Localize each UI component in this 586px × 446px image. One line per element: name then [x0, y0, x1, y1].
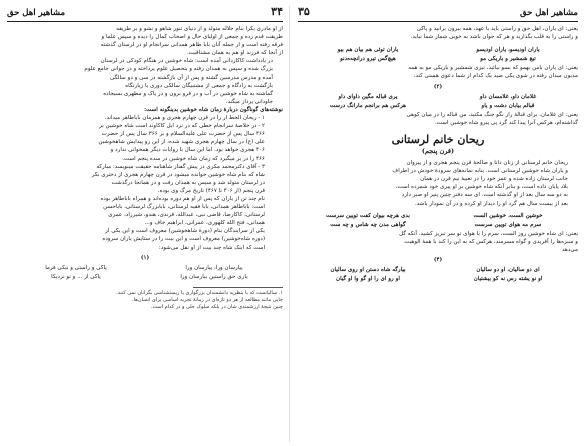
footnote-divider: [193, 287, 283, 288]
verse-hemistich: سرم مه هوای تویین سرست: [474, 221, 542, 228]
left-running-head: [7, 0, 283, 22]
note-line: یکی از سرایندگان بنام (دورهٔ شاهخوشین) معروف است و این یکی از: [105, 228, 265, 235]
verse-hemistich: تیغ شمشیر و باریکی مو: [480, 56, 536, 63]
verse-hemistich: پیارسان ورا، پیارسان ورا: [185, 264, 243, 271]
note-line: است: باباطاهر همدانی، بابا فقیه لرستانی، بابابزرگ لرستانی، باباحسن: [103, 204, 265, 211]
verse-hemistich: یاران اودیسو، یاران اودیسو: [476, 47, 540, 54]
verse-couplet: [298, 55, 578, 63]
text-line: بازگشت به زادگاه و جمعی از مشتبیگان سالکی دوری یا زیارتگاه: [125, 82, 273, 89]
note-line: نام چند تن از یاران که پس از او هم دوره بوده‌اند و همراه باباطاهر بوده: [100, 195, 265, 202]
verse-hemistich: یاری حق راستین بیارسان ورا: [180, 273, 248, 280]
footnote: [7, 290, 283, 311]
right-running-title: مشاهیر اهل حق: [519, 8, 578, 18]
section-paragraph: [298, 159, 578, 208]
note-line: ۴۶۶ را در بر میگیرد که زمان شاه خوشین در سده پنجم است.: [122, 155, 265, 162]
text-line: جانب لرستان زاده شده و عمر خود را در تعبیهٔ نیم قرن در همان: [420, 176, 568, 183]
text-line: و سبزه‌ها را آفریدی و گواه مسرمند، هرکس که به این را کند با همهٔ الوهیت: [404, 238, 578, 245]
verse-hemistich: پاکی و راستی و نیکی فرما: [45, 264, 107, 271]
footnote-line: چنین نتیجهٔ ارزشمندی شان در بلکه سلوک جلی و در کدام است.: [150, 303, 283, 310]
text-line: یعنی: ای غلامان، برای قبالهٔ راز نگو جنگ مکنید، من قباله را در میان کوهی: [406, 111, 578, 118]
text-line: از آنجا که فرزند او هم به همان مشتاقیت.: [186, 50, 283, 57]
text-line: جاودانی پرداز میگند.: [225, 98, 273, 105]
verse-couplet: [7, 264, 283, 272]
verse-hemistich: هیچ‌گس تیرو درانچه‌ه‌دنو: [340, 56, 396, 63]
verse-couplet: [298, 266, 578, 274]
text-line: یعنی: ای یاران بامن بهمو که بسو بیائید، تیزی شمشیر و باریکی مو به همه: [408, 65, 578, 72]
verse-hemistich: قبالم بیابان دشت و یاو: [481, 102, 535, 109]
verse-hemistich: او رو ای را او گو وا او گیان: [336, 276, 400, 283]
text-line: مدیون میدان رفته در شوی یکی صید یک کدام از شما دعوی هستی کند.: [413, 73, 578, 80]
text-line: می‌دهد: [561, 246, 578, 253]
right-intro: [298, 25, 578, 41]
note-line: همدانی، فتح الله کلهوری، عمرانی، ابراهیم جاف و...: [144, 220, 265, 227]
note-line: لرستانی، کاکارضا، قاضی نبی، عبدالله، قرندی، هندو، شیرزاد، عمری: [108, 212, 265, 219]
stanza-number: (۲): [433, 83, 443, 90]
text-line: گماشته به شاه خوشین در آب و در فرو برون و در پاک و مطهری بسیجاده: [103, 90, 273, 97]
verse-hemistich: گواهی مدن چه شاس و چه ست: [330, 221, 406, 228]
text-line: بلاد پایان داده است، و بنابر آنکه شاه خوشین بر او پیری خود شمرده است،: [395, 184, 568, 191]
verse-hemistich: پری قباله مگین داوای داو: [338, 93, 398, 100]
page-gutter: [289, 6, 290, 442]
text-line: از او مادری بکرا بنام جلاله متولد و از دنیای تنور شاهو و نشو و بر طریقه: [116, 26, 283, 32]
left-paragraph-1: [7, 57, 283, 106]
left-intro: [7, 25, 283, 57]
verse-hemistich: بیارگه شاه دستن او روی سالیان: [330, 267, 406, 274]
notes-list: [7, 114, 283, 252]
text-line: فرقه رفته است و از جمله آنان بابا طاهر همدانی سرانجام او در لرستان گذشته: [100, 42, 283, 49]
note-line: شاه که بنام شاه خوشین خوانده میشود در قرن چهارم هجری از دختری بکر: [91, 171, 265, 178]
text-line: یعنی: ای یاران، اهل حق و راستی باید با عهد، همه بیرون برانید و پاکی: [416, 26, 578, 32]
note-line: است که اینک شاه چند بیت از او نقل می‌شود:: [158, 244, 265, 251]
note-line: قرن پنجم (از ۴۰۶ تا ۴۶۷) تاریخ مرگ وی بوده.: [157, 187, 265, 194]
text-line: آمده و مدرس مدرسین گشته و پس از آن بازگشته در سی و دو سالگی: [110, 74, 273, 81]
verse-hemistich: غلامان داو، غلامسان داو: [479, 93, 537, 100]
verse-hemistich: او نو یشته رس نه کو بیشتیان: [473, 276, 543, 283]
text-line: طریقت قدم زده و جمعی از اولیای حال و اصحاب کمال را دیده و سپس علما و: [101, 34, 283, 41]
note-line: (دوره شاه‌خوشین) معروف است و این بیت را در ستایش یاران سروده: [102, 236, 265, 243]
verse-hemistich: پاکی از ... و تو نزدیکا: [51, 273, 101, 280]
verse-hemistich: یاران توئی هم بیان هم بیو: [337, 47, 399, 54]
text-line: یعنی: ای شاه خوشین روز الست، سرم را با هوای تو سر تبریز کشید. آنکه گل: [399, 230, 578, 237]
note-line: در لرستان متولد شد و سپس به همدان رفت و در همانجا درگذشت: [111, 179, 265, 186]
verse-couplet: [298, 212, 578, 220]
section-heading: [298, 133, 578, 156]
text-line: گذاشته‌ام، هرکس آنرا پیدا کند گرد پی پیرو شاه خوشین است.: [434, 119, 578, 126]
text-line: و راستی را به قلب بگذارید و هر که جوان باشد به خوبی شمار شما نیاید.: [410, 34, 578, 41]
translation-block: [298, 64, 578, 80]
section-subtitle: (قرن پنجم): [421, 147, 455, 156]
verse-hemistich: ای دو سالیان، او دو سالیان: [476, 267, 540, 274]
verse-couplet: [7, 273, 283, 281]
verse-couplet: [298, 102, 578, 110]
left-page-number: ۳۴: [271, 5, 283, 18]
text-line: و یاران شاه خوشین لرستانی است. بنابه‌ نمانه‌های سرودهٔ خودش در اطراف: [392, 168, 568, 175]
translation-block: [298, 111, 578, 127]
note-line: ۳ - آقای دکترمحمد مکری در پیش گفتار شاهنامه حقیقت مینویسد: مبارکه: [96, 163, 265, 170]
text-line: به دو سه سال بعد از او گذشته است. ای سه دفتر چنین‌ پنیر او صبر دارد: [401, 192, 568, 199]
note-line: ۴۰۶ هجری خواهد بود. اما این سال با روایات دیگر همخوانی ندارد و: [110, 147, 265, 154]
note-line: ۳۶۶ سال پس از حضرت علی علیه‌السلام و بر ۳۶۶ سال پس از حضرت: [101, 131, 265, 138]
left-page: [7, 0, 283, 446]
text-line: در یادداشت کاکاردانی آمده است: شاه خوشین در هنگام کودکی در لرستان: [100, 58, 273, 65]
verse-couplet: [298, 46, 578, 54]
text-line: بزرگ شده و سپس به همدان رفته و بتحصیل علوم پرداخته و در جوانی جامع علوم: [84, 66, 273, 73]
footnote-line: جایی مانند مطالعه از هر دو تازه‌ای در زمانهٔ تجربه اساسی برای انسان‌ها.: [132, 296, 283, 303]
right-page: [298, 0, 578, 446]
footnote-line: ۱. سالیانست که با بنظریه دانشمندان بزرگواری یا زیستشناسی بگرانان نمی کنند.: [116, 289, 283, 296]
text-line: ریحان خانم لرستانی از زنان دانا و صالحهٔ قرن پنجم هجری و از پیروان: [406, 160, 568, 167]
note-line: ۱ - ریحان الخط ار را در قرن چهارم هجری و همزمان باباطاهر میداند.: [104, 115, 265, 122]
stanza-number: (۴): [433, 257, 443, 264]
verse-hemistich: بدی هرچه بیوان کفت تویین سرست: [326, 212, 410, 219]
left-running-title: مشاهیر اهل حق: [7, 8, 66, 18]
note-line: علی (ع) در سال چهارم هجری شهید شده، از این رو پیدایش شاهخوشین: [98, 139, 265, 146]
note-line: ۲ - در خلاصهٔ سرانجام خطی که در نزد ایل کاکاوند است شاه خوشین بر: [99, 123, 265, 130]
verse-couplet: [298, 221, 578, 229]
stanza-number: (۱): [140, 254, 150, 261]
verse-couplet: [298, 93, 578, 101]
notes-heading: نوشته‌های گوناگون دربارهٔ زمان شاه خوشین بدینگونه است:: [144, 106, 283, 113]
section-title: ریحان خانم لرستانی: [391, 133, 485, 147]
verse-hemistich: هرکس هم برانجم مارانگ درست: [329, 102, 407, 109]
verse-couplet: [298, 275, 578, 283]
right-running-head: [298, 0, 578, 22]
text-line: بعد از بیست سال هم گرد او را دیدار او کرده و در آن نمودار باشد.: [414, 200, 568, 207]
right-page-number: ۳۵: [298, 5, 310, 18]
translation-block: [298, 230, 578, 254]
verse-hemistich: خوشین الست، خوشین الست: [473, 212, 543, 219]
